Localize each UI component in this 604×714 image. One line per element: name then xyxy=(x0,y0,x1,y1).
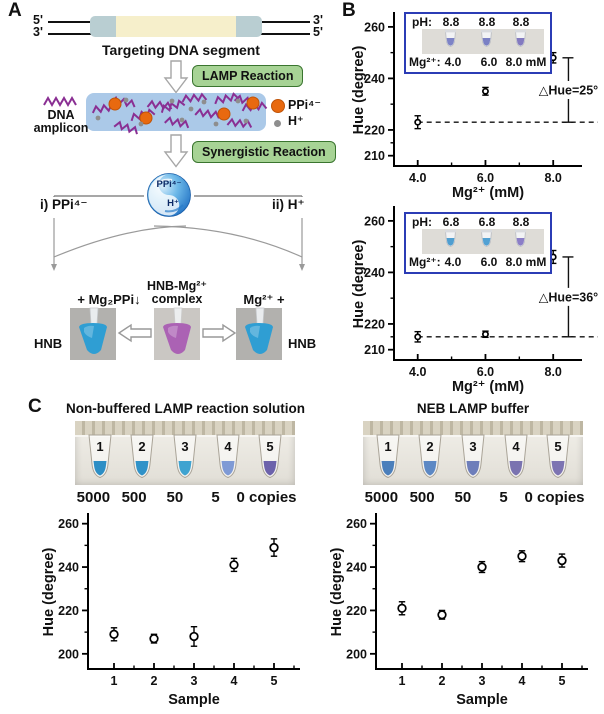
branch-i-label: i) PPi⁴⁻ xyxy=(40,197,88,212)
sample-tube-2 xyxy=(124,434,160,482)
sample-tube-4 xyxy=(210,434,246,482)
svg-text:3: 3 xyxy=(190,674,198,688)
data-point xyxy=(270,544,278,552)
copies-value: 0 copies xyxy=(524,489,585,506)
svg-text:260: 260 xyxy=(364,20,385,35)
swirl-h-label: H⁺ xyxy=(167,198,179,209)
svg-text:220: 220 xyxy=(364,123,385,138)
down-arrow-icon xyxy=(164,134,188,168)
svg-text:1: 1 xyxy=(110,674,118,688)
svg-text:240: 240 xyxy=(58,560,79,575)
sample-tube-3 xyxy=(455,434,491,482)
copies-value: 5000 xyxy=(364,489,399,506)
tube-number: 4 xyxy=(224,439,232,454)
mg-value: 8.0 mM xyxy=(505,255,547,269)
svg-text:260: 260 xyxy=(58,517,79,532)
tube-number: 3 xyxy=(469,439,477,454)
data-point xyxy=(483,332,488,337)
tube-number: 5 xyxy=(266,439,274,454)
data-point xyxy=(230,561,238,569)
hnb-tube-photo-left xyxy=(70,308,116,360)
svg-text:200: 200 xyxy=(346,647,367,662)
dna-caption: Targeting DNA segment xyxy=(102,42,260,58)
svg-text:5: 5 xyxy=(558,674,566,688)
svg-text:220: 220 xyxy=(364,317,385,332)
copies-value: 500 xyxy=(121,489,147,506)
panel-b-label: B xyxy=(342,0,356,21)
svg-text:260: 260 xyxy=(364,214,385,229)
y-axis-label: Hue (degree) xyxy=(351,45,367,135)
svg-text:240: 240 xyxy=(364,265,385,280)
ph-value: 6.8 xyxy=(442,215,460,229)
data-point xyxy=(415,334,420,339)
svg-text:1: 1 xyxy=(398,674,406,688)
copies-value: 5 xyxy=(499,489,508,506)
svg-text:220: 220 xyxy=(58,603,79,618)
svg-text:240: 240 xyxy=(346,560,367,575)
panel-c-label: C xyxy=(28,396,42,417)
mg-value: 4.0 xyxy=(444,55,462,69)
svg-text:220: 220 xyxy=(346,603,367,618)
mg-value: 6.0 xyxy=(480,255,498,269)
strand-label-3p-left: 3' xyxy=(33,25,43,39)
ph-label: pH: xyxy=(412,15,432,29)
svg-text:3: 3 xyxy=(478,674,486,688)
x-axis-label: Sample xyxy=(456,692,508,708)
copies-value: 50 xyxy=(166,489,184,506)
sample-tube-1 xyxy=(82,434,118,482)
tube-strip-photo-right xyxy=(363,421,583,485)
hnb-tube-photo-right xyxy=(236,308,282,360)
ph-value: 8.8 xyxy=(512,215,530,229)
copies-value: 5 xyxy=(211,489,220,506)
data-point xyxy=(518,552,526,560)
dna-amplicon-pool xyxy=(86,93,266,131)
tube-number: 1 xyxy=(96,439,104,454)
tube-number: 2 xyxy=(138,439,146,454)
tube-number: 2 xyxy=(426,439,434,454)
svg-text:2: 2 xyxy=(150,674,158,688)
ph-value: 8.8 xyxy=(442,15,460,29)
chart-c-right xyxy=(328,511,602,714)
ph-value: 8.8 xyxy=(512,15,530,29)
svg-text:5: 5 xyxy=(270,674,278,688)
data-point xyxy=(483,89,488,94)
data-point xyxy=(558,557,566,565)
scatter-hue-neb-buffer xyxy=(328,511,602,709)
inset-ph68 xyxy=(404,212,552,274)
mg-value: 8.0 mM xyxy=(505,55,547,69)
strand-label-3p-right: 3' xyxy=(313,13,323,27)
tube-number: 4 xyxy=(512,439,520,454)
svg-text:240: 240 xyxy=(364,71,385,86)
inset-tube-strip xyxy=(422,29,544,54)
hnb-mg-tube-photo xyxy=(154,308,200,360)
hnb-mg-complex-label-1: HNB-Mg²⁺ xyxy=(146,279,208,293)
svg-text:210: 210 xyxy=(364,343,385,358)
delta-hue-annotation: △Hue=36° xyxy=(538,290,599,305)
sample-tube-4 xyxy=(498,434,534,482)
svg-text:4: 4 xyxy=(518,674,526,688)
copies-value: 0 copies xyxy=(236,489,297,506)
ppi-legend-label: PPi⁴⁻ xyxy=(288,98,321,112)
dna-amplicon-icon xyxy=(44,96,78,108)
copies-row-right xyxy=(361,489,585,506)
right-arrow-icon xyxy=(202,324,236,342)
strand-label-5p-left: 5' xyxy=(33,13,43,27)
svg-text:210: 210 xyxy=(364,149,385,164)
x-axis-label: Mg²⁺ (mM) xyxy=(451,185,525,201)
svg-text:4.0: 4.0 xyxy=(409,171,427,185)
lamp-reaction-box: LAMP Reaction xyxy=(192,65,303,87)
sample-tube-5 xyxy=(540,434,576,482)
tube-number: 5 xyxy=(554,439,562,454)
svg-text:6.0: 6.0 xyxy=(476,171,495,185)
svg-text:4.0: 4.0 xyxy=(409,365,427,379)
left-arrow-icon xyxy=(118,324,152,342)
mg-label: Mg²⁺: xyxy=(409,55,441,69)
sample-tube-1 xyxy=(370,434,406,482)
data-point xyxy=(150,635,158,643)
copies-row-left xyxy=(73,489,297,506)
mini-tube xyxy=(512,230,529,253)
svg-text:2: 2 xyxy=(438,674,446,688)
mg-value: 6.0 xyxy=(480,55,498,69)
ph-value: 8.8 xyxy=(478,15,496,29)
y-axis-label: Hue (degree) xyxy=(41,547,57,637)
data-point xyxy=(398,604,406,612)
y-axis-label: Hue (degree) xyxy=(351,239,367,329)
tube-number: 1 xyxy=(384,439,392,454)
title-nonbuffered: Non-buffered LAMP reaction solution xyxy=(66,401,305,416)
hnb-right-label: HNB xyxy=(288,336,317,351)
x-axis-label: Mg²⁺ (mM) xyxy=(451,379,525,395)
svg-text:6.0: 6.0 xyxy=(476,365,495,379)
data-point xyxy=(415,120,420,125)
dna-target-segment-bar xyxy=(90,16,262,37)
scatter-hue-nonbuffered xyxy=(40,511,314,709)
mg2ppi-label: + Mg₂PPi↓ xyxy=(77,292,141,307)
panel-a xyxy=(0,0,340,395)
panel-c xyxy=(0,395,604,714)
hnb-left-label: HNB xyxy=(34,336,63,351)
mg-label: Mg²⁺ + xyxy=(243,292,285,307)
svg-text:8.0: 8.0 xyxy=(544,171,562,185)
mini-tube xyxy=(478,30,495,53)
copies-value: 5000 xyxy=(76,489,111,506)
amplicon-label-line2: amplicon xyxy=(33,121,89,135)
copies-value: 500 xyxy=(409,489,435,506)
data-point xyxy=(478,563,486,571)
mini-tube xyxy=(442,230,459,253)
svg-text:4: 4 xyxy=(230,674,238,688)
mini-tube xyxy=(512,30,529,53)
mg-label: Mg²⁺: xyxy=(409,255,441,269)
data-point xyxy=(190,633,198,641)
panel-b xyxy=(340,0,604,395)
ppi-legend-icon xyxy=(271,99,285,113)
hplus-legend-icon xyxy=(274,120,281,127)
svg-text:260: 260 xyxy=(346,517,367,532)
mini-tube xyxy=(478,230,495,253)
panel-a-label: A xyxy=(8,0,22,21)
sample-tube-2 xyxy=(412,434,448,482)
inset-ph88 xyxy=(404,12,552,74)
mg-value: 4.0 xyxy=(444,255,462,269)
amplicon-label-line1: DNA xyxy=(47,108,75,122)
x-axis-label: Sample xyxy=(168,692,220,708)
mini-tube xyxy=(442,30,459,53)
ph-value: 6.8 xyxy=(478,215,496,229)
hnb-mg-complex-label-2: complex xyxy=(151,292,203,306)
strand-label-5p-right: 5' xyxy=(313,25,323,39)
svg-text:200: 200 xyxy=(58,647,79,662)
tube-number: 3 xyxy=(181,439,189,454)
svg-text:8.0: 8.0 xyxy=(544,365,562,379)
synergistic-reaction-box: Synergistic Reaction xyxy=(192,141,336,163)
title-neb-buffer: NEB LAMP buffer xyxy=(416,401,530,416)
hplus-legend-label: H⁺ xyxy=(288,114,304,128)
sample-tube-5 xyxy=(252,434,288,482)
inset-tube-strip xyxy=(422,229,544,254)
copies-value: 50 xyxy=(454,489,472,506)
data-point xyxy=(438,611,446,619)
chart-c-left xyxy=(40,511,314,714)
swirl-ppi-label: PPi⁴⁻ xyxy=(156,179,182,190)
tube-strip-photo-left xyxy=(75,421,295,485)
delta-hue-annotation: △Hue=25° xyxy=(538,83,599,98)
data-point xyxy=(110,630,118,638)
y-axis-label: Hue (degree) xyxy=(329,547,345,637)
branch-ii-label: ii) H⁺ xyxy=(272,197,305,212)
ph-label: pH: xyxy=(412,215,432,229)
down-arrow-icon xyxy=(164,60,188,94)
sample-tube-3 xyxy=(167,434,203,482)
